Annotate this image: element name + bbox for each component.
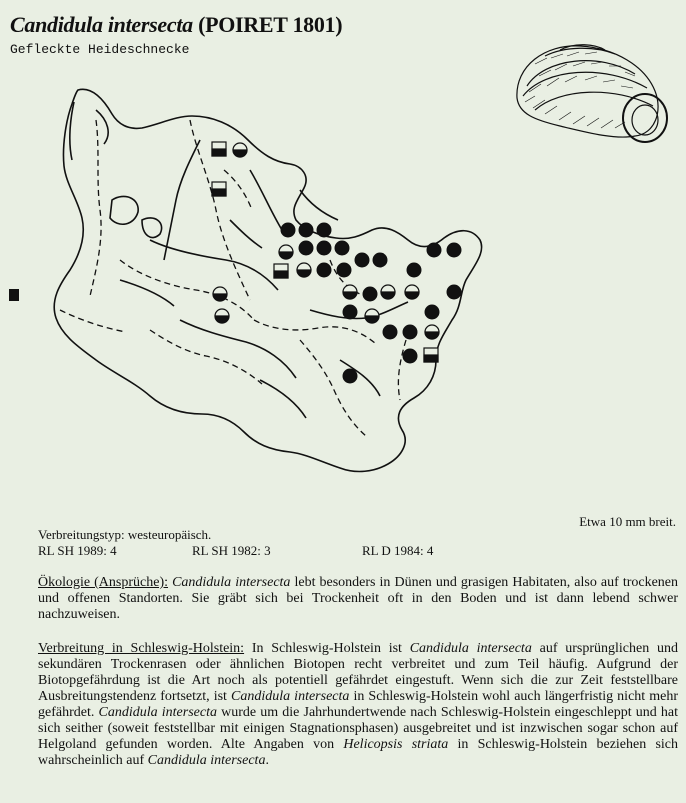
size-note: Etwa 10 mm breit.	[579, 514, 676, 529]
red-list-d-1984: RL D 1984: 4	[362, 543, 434, 558]
red-list-sh-1982: RL SH 1982: 3	[192, 543, 271, 558]
distribution-paragraph	[38, 641, 678, 769]
distribution-text: wurde um die Jahrhundertwende nach Schleswig-Holstein eingeschleppt und hat sich seither (soweit feststellbar mit einigen Stagnationsphasen) ausgebreitet und ist inzwischen sogar schon auf Helgoland gefunden worden. Alte Angaben von	[38, 705, 678, 752]
species-ref: Candidula intersecta	[98, 705, 217, 720]
distribution-type: Verbreitungstyp: westeuropäisch.	[38, 527, 212, 542]
common-name: Gefleckte Heideschnecke	[10, 42, 190, 57]
ecology-paragraph	[38, 575, 678, 623]
ecology-label: Ökologie (Ansprüche):	[38, 575, 169, 590]
species-ref: Candidula intersecta	[409, 641, 532, 656]
distribution-map	[0, 80, 500, 500]
distribution-label: Verbreitung in Schleswig-Holstein:	[38, 641, 245, 656]
species-ref: Candidula intersecta	[231, 689, 350, 704]
distribution-text: .	[265, 753, 269, 768]
distribution-text: In Schleswig-Holstein ist	[244, 641, 410, 656]
distribution-text: in Schleswig-Holstein wohl auch längerfristig nicht mehr gefährdet.	[38, 689, 679, 720]
species-ref: Candidula intersecta	[147, 753, 266, 768]
distribution-text: auf ursprünglichen und sekundären Trockenrasen oder ähnlichen Biotopen recht verbreitet und zum Teil häufig. Aufgrund der Biotopgefährdung ist die Art noch als potentiell gefährdet eingestuft. Wenn sich die zur Zeit feststellbare Ausbreitungstendenz fortsetzt, ist	[38, 641, 679, 704]
distribution-text: in Schleswig-Holstein beziehen sich wahrscheinlich auf	[38, 737, 679, 768]
species-name: Candidula intersecta	[10, 12, 193, 37]
page-title	[10, 12, 342, 38]
species-ref: Helicopsis striata	[343, 737, 449, 752]
species-author: (POIRET 1801)	[198, 12, 343, 37]
snail-illustration	[505, 36, 675, 146]
species-ref: Candidula intersecta	[172, 575, 291, 590]
red-list-sh-1989: RL SH 1989: 4	[38, 543, 117, 558]
ecology-text: lebt besonders in Dünen und grasigen Habitaten, also auf trockenen und offenen Standorten. Sie gräbt sich bei Trockenheit oft in den Boden und ist dann lebend schwer nachzuweisen.	[38, 575, 679, 622]
